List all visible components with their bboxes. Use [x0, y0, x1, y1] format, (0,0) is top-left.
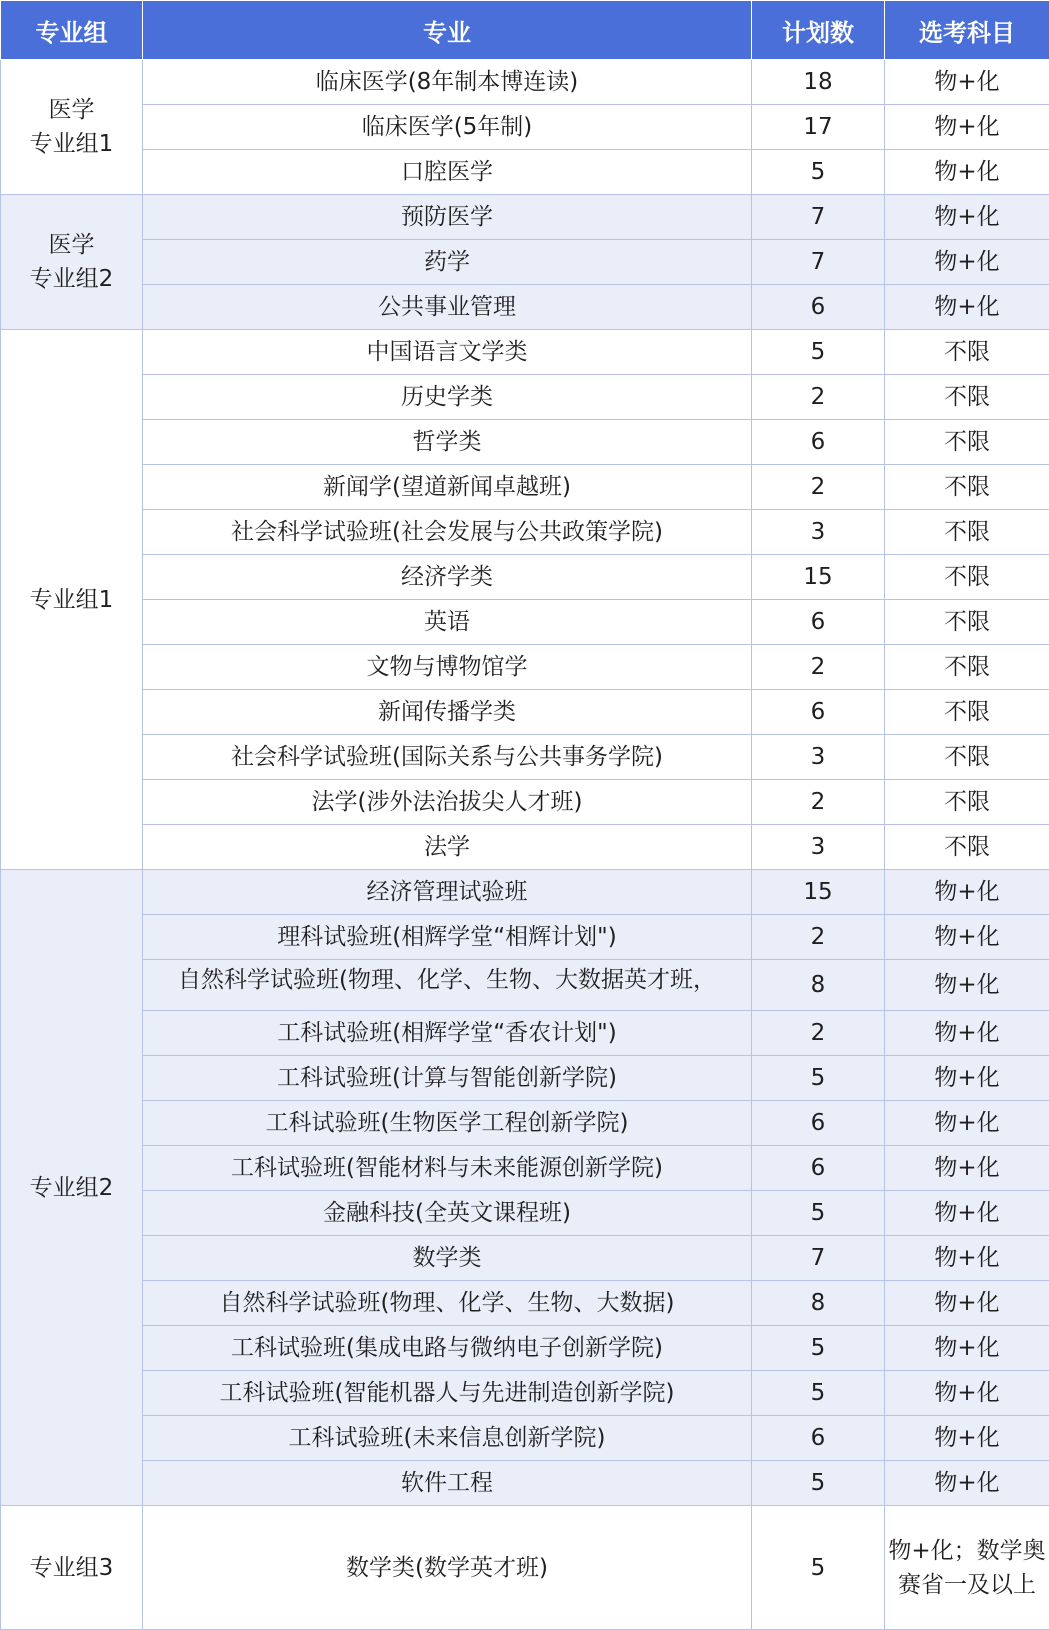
plan-cell: 3 — [752, 510, 885, 555]
plan-cell: 5 — [752, 330, 885, 375]
table-row — [1, 465, 1049, 510]
major-cell: 自然科学试验班(物理、化学、生物、大数据英才班， — [143, 960, 752, 1011]
subject-cell: 物+化 — [885, 1191, 1049, 1236]
plan-cell: 8 — [752, 960, 885, 1011]
group-cell — [1, 195, 143, 330]
table-row — [1, 105, 1049, 150]
plan-cell: 2 — [752, 1011, 885, 1056]
major-cell: 理科试验班(相辉学堂“相辉计划") — [143, 915, 752, 960]
subject-cell: 物+化 — [885, 1416, 1049, 1461]
table-row — [1, 195, 1049, 240]
major-cell: 经济学类 — [143, 555, 752, 600]
table-body — [1, 60, 1049, 1630]
plan-cell: 6 — [752, 1146, 885, 1191]
table-row — [1, 690, 1049, 735]
plan-cell: 7 — [752, 240, 885, 285]
header-plan: 计划数 — [752, 1, 885, 60]
major-cell: 工科试验班(集成电路与微纳电子创新学院) — [143, 1326, 752, 1371]
table-row — [1, 555, 1049, 600]
plan-cell: 18 — [752, 60, 885, 105]
header-row — [1, 1, 1049, 60]
major-cell: 社会科学试验班(国际关系与公共事务学院) — [143, 735, 752, 780]
subject-cell: 物+化 — [885, 105, 1049, 150]
major-cell: 工科试验班(相辉学堂“香农计划") — [143, 1011, 752, 1056]
major-cell: 工科试验班(智能材料与未来能源创新学院) — [143, 1146, 752, 1191]
table-row — [1, 285, 1049, 330]
plan-cell: 6 — [752, 690, 885, 735]
subject-cell: 物+化 — [885, 1146, 1049, 1191]
major-cell: 金融科技(全英文课程班) — [143, 1191, 752, 1236]
major-cell: 预防医学 — [143, 195, 752, 240]
group-label-line: 专业组2 — [1, 1171, 142, 1205]
major-cell: 公共事业管理 — [143, 285, 752, 330]
plan-cell: 5 — [752, 1326, 885, 1371]
plan-cell: 6 — [752, 1416, 885, 1461]
group-label-line: 医学 — [1, 93, 142, 127]
plan-cell: 15 — [752, 870, 885, 915]
plan-cell: 6 — [752, 600, 885, 645]
major-cell: 临床医学(8年制本博连读) — [143, 60, 752, 105]
group-label-line: 医学 — [1, 228, 142, 262]
plan-cell: 17 — [752, 105, 885, 150]
plan-cell: 5 — [752, 1371, 885, 1416]
subject-cell: 不限 — [885, 780, 1049, 825]
table-row — [1, 375, 1049, 420]
major-cell: 工科试验班(计算与智能创新学院) — [143, 1056, 752, 1101]
group-label-line: 专业组1 — [1, 127, 142, 161]
subject-cell: 物+化 — [885, 60, 1049, 105]
plan-cell: 2 — [752, 465, 885, 510]
plan-cell: 7 — [752, 1236, 885, 1281]
subject-cell: 不限 — [885, 420, 1049, 465]
subject-cell: 不限 — [885, 510, 1049, 555]
group-cell — [1, 1506, 143, 1630]
major-cell: 工科试验班(智能机器人与先进制造创新学院) — [143, 1371, 752, 1416]
table-row — [1, 1326, 1049, 1371]
plan-cell: 2 — [752, 645, 885, 690]
table-row — [1, 1281, 1049, 1326]
subject-cell: 不限 — [885, 735, 1049, 780]
table-row — [1, 870, 1049, 915]
major-cell: 药学 — [143, 240, 752, 285]
subject-cell: 不限 — [885, 825, 1049, 870]
major-cell: 临床医学(5年制) — [143, 105, 752, 150]
plan-cell: 2 — [752, 375, 885, 420]
table-row — [1, 915, 1049, 960]
table-row — [1, 420, 1049, 465]
table-row — [1, 735, 1049, 780]
subject-cell: 不限 — [885, 375, 1049, 420]
plan-cell: 5 — [752, 1506, 885, 1630]
plan-cell: 6 — [752, 1101, 885, 1146]
subject-cell: 不限 — [885, 600, 1049, 645]
subject-cell: 物+化 — [885, 150, 1049, 195]
plan-cell: 8 — [752, 1281, 885, 1326]
table-row — [1, 1236, 1049, 1281]
group-label-line: 专业组2 — [1, 262, 142, 296]
table-row — [1, 60, 1049, 105]
table-row — [1, 645, 1049, 690]
subject-cell: 物+化 — [885, 240, 1049, 285]
group-label-line: 专业组3 — [1, 1551, 142, 1585]
plan-cell: 15 — [752, 555, 885, 600]
subject-cell: 物+化；数学奥赛省一及以上 — [885, 1506, 1049, 1630]
subject-cell: 物+化 — [885, 960, 1049, 1011]
table-row — [1, 1146, 1049, 1191]
subject-cell: 不限 — [885, 465, 1049, 510]
major-cell: 软件工程 — [143, 1461, 752, 1506]
plan-cell: 3 — [752, 825, 885, 870]
group-cell — [1, 870, 143, 1506]
table-row — [1, 1011, 1049, 1056]
subject-cell: 物+化 — [885, 1236, 1049, 1281]
subject-cell: 不限 — [885, 690, 1049, 735]
plan-cell: 6 — [752, 420, 885, 465]
major-cell: 法学 — [143, 825, 752, 870]
major-cell: 英语 — [143, 600, 752, 645]
table-row — [1, 825, 1049, 870]
major-cell: 经济管理试验班 — [143, 870, 752, 915]
major-cell: 中国语言文学类 — [143, 330, 752, 375]
subject-cell: 物+化 — [885, 915, 1049, 960]
plan-cell: 7 — [752, 195, 885, 240]
subject-cell: 物+化 — [885, 870, 1049, 915]
table-row — [1, 1371, 1049, 1416]
major-cell: 新闻学(望道新闻卓越班) — [143, 465, 752, 510]
table-row — [1, 1056, 1049, 1101]
table-row — [1, 510, 1049, 555]
major-cell: 新闻传播学类 — [143, 690, 752, 735]
major-cell: 哲学类 — [143, 420, 752, 465]
subject-cell: 物+化 — [885, 285, 1049, 330]
major-cell: 工科试验班(生物医学工程创新学院) — [143, 1101, 752, 1146]
major-cell: 社会科学试验班(社会发展与公共政策学院) — [143, 510, 752, 555]
table-row — [1, 1191, 1049, 1236]
plan-cell: 2 — [752, 780, 885, 825]
plan-cell: 5 — [752, 1191, 885, 1236]
table-row — [1, 1461, 1049, 1506]
plan-cell: 5 — [752, 1461, 885, 1506]
group-cell — [1, 330, 143, 870]
subject-cell: 不限 — [885, 555, 1049, 600]
subject-cell: 物+化 — [885, 1011, 1049, 1056]
table-row — [1, 1506, 1049, 1630]
major-cell: 文物与博物馆学 — [143, 645, 752, 690]
table-row — [1, 330, 1049, 375]
subject-cell: 物+化 — [885, 195, 1049, 240]
subject-cell: 物+化 — [885, 1281, 1049, 1326]
plan-cell: 6 — [752, 285, 885, 330]
plan-cell: 5 — [752, 150, 885, 195]
table-row — [1, 1101, 1049, 1146]
header-group: 专业组 — [1, 1, 143, 60]
major-cell: 历史学类 — [143, 375, 752, 420]
subject-cell: 物+化 — [885, 1326, 1049, 1371]
major-cell: 口腔医学 — [143, 150, 752, 195]
group-cell — [1, 60, 143, 195]
subject-cell: 物+化 — [885, 1101, 1049, 1146]
header-subject: 选考科目 — [885, 1, 1049, 60]
group-label-line: 专业组1 — [1, 583, 142, 617]
table-row — [1, 240, 1049, 285]
plan-cell: 3 — [752, 735, 885, 780]
major-cell: 法学(涉外法治拔尖人才班) — [143, 780, 752, 825]
table-row — [1, 780, 1049, 825]
major-cell: 数学类(数学英才班) — [143, 1506, 752, 1630]
header-major: 专业 — [143, 1, 752, 60]
table-row — [1, 600, 1049, 645]
subject-cell: 不限 — [885, 330, 1049, 375]
major-cell: 数学类 — [143, 1236, 752, 1281]
table-row — [1, 1416, 1049, 1461]
subject-cell: 物+化 — [885, 1461, 1049, 1506]
subject-cell: 物+化 — [885, 1371, 1049, 1416]
subject-cell: 不限 — [885, 645, 1049, 690]
major-cell: 自然科学试验班(物理、化学、生物、大数据) — [143, 1281, 752, 1326]
subject-cell: 物+化 — [885, 1056, 1049, 1101]
major-cell: 工科试验班(未来信息创新学院) — [143, 1416, 752, 1461]
table-row — [1, 960, 1049, 1011]
plan-cell: 2 — [752, 915, 885, 960]
table-row — [1, 150, 1049, 195]
plan-cell: 5 — [752, 1056, 885, 1101]
